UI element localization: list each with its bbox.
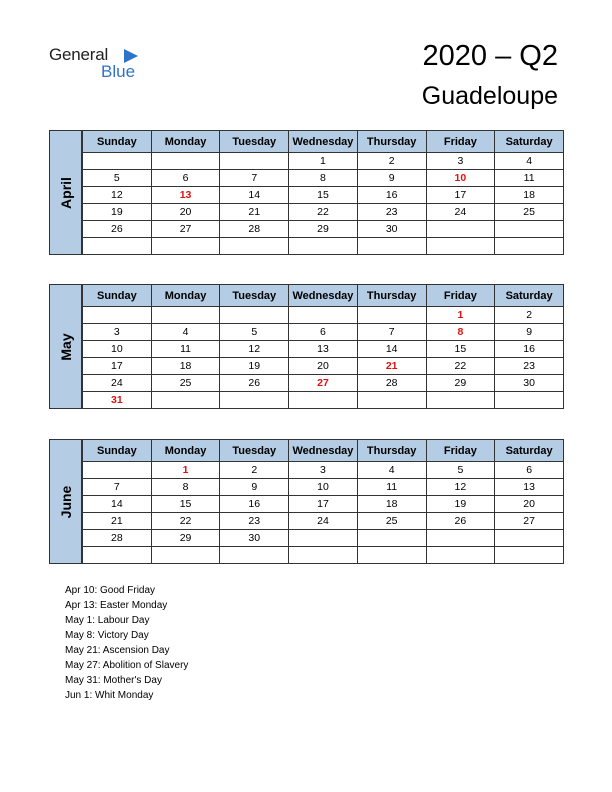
day-cell: 27 (495, 513, 564, 530)
week-row (83, 187, 564, 204)
day-cell: 6 (495, 462, 564, 479)
weekday-header: Monday (151, 440, 220, 462)
day-cell (220, 153, 289, 170)
day-cell: 16 (220, 496, 289, 513)
weekday-header: Tuesday (220, 131, 289, 153)
logo-general-text: General (49, 45, 109, 64)
calendar-table (82, 439, 564, 564)
day-cell: 13 (289, 341, 358, 358)
holiday-notes (65, 583, 188, 703)
week-row (83, 341, 564, 358)
day-cell: 11 (495, 170, 564, 187)
month-name: April (57, 176, 74, 209)
day-cell (357, 547, 426, 564)
day-cell: 17 (289, 496, 358, 513)
weekday-header: Wednesday (289, 285, 358, 307)
page-subtitle: Guadeloupe (421, 82, 558, 110)
day-cell: 3 (83, 324, 152, 341)
month-name: June (57, 485, 74, 518)
day-cell: 20 (289, 358, 358, 375)
day-cell (289, 307, 358, 324)
day-cell: 12 (220, 341, 289, 358)
day-cell: 6 (289, 324, 358, 341)
day-cell: 10 (83, 341, 152, 358)
week-row (83, 358, 564, 375)
weekday-header: Monday (151, 131, 220, 153)
day-cell: 14 (220, 187, 289, 204)
day-cell (495, 530, 564, 547)
day-cell: 5 (426, 462, 495, 479)
day-cell: 17 (83, 358, 152, 375)
day-cell: 12 (426, 479, 495, 496)
day-cell (426, 238, 495, 255)
day-cell (426, 547, 495, 564)
month-label (49, 284, 82, 409)
day-cell: 25 (495, 204, 564, 221)
day-cell: 28 (357, 375, 426, 392)
week-row (83, 238, 564, 255)
day-cell: 12 (83, 187, 152, 204)
day-cell (289, 392, 358, 409)
day-cell (151, 392, 220, 409)
day-cell: 26 (83, 221, 152, 238)
logo (49, 45, 159, 85)
day-cell: 30 (495, 375, 564, 392)
day-cell (357, 307, 426, 324)
day-cell: 13 (151, 187, 220, 204)
weekday-header: Friday (426, 285, 495, 307)
day-cell: 27 (289, 375, 358, 392)
weekday-header: Tuesday (220, 440, 289, 462)
day-cell: 8 (151, 479, 220, 496)
day-cell: 2 (220, 462, 289, 479)
week-row (83, 513, 564, 530)
day-cell: 19 (220, 358, 289, 375)
day-cell: 27 (151, 221, 220, 238)
calendar-table (82, 130, 564, 255)
page-title: 2020 – Q2 (422, 40, 558, 72)
day-cell: 1 (426, 307, 495, 324)
day-cell: 11 (357, 479, 426, 496)
day-cell (83, 153, 152, 170)
day-cell: 17 (426, 187, 495, 204)
day-cell: 8 (426, 324, 495, 341)
day-cell (289, 547, 358, 564)
day-cell: 16 (357, 187, 426, 204)
weekday-header: Friday (426, 440, 495, 462)
day-cell: 29 (426, 375, 495, 392)
weekday-header: Saturday (495, 440, 564, 462)
day-cell: 3 (289, 462, 358, 479)
day-cell: 22 (289, 204, 358, 221)
day-cell: 19 (83, 204, 152, 221)
weekday-header: Sunday (83, 285, 152, 307)
day-cell: 8 (289, 170, 358, 187)
day-cell: 9 (357, 170, 426, 187)
day-cell: 7 (220, 170, 289, 187)
day-cell (151, 238, 220, 255)
day-cell (426, 530, 495, 547)
day-cell: 24 (289, 513, 358, 530)
weekday-header: Tuesday (220, 285, 289, 307)
day-cell: 14 (83, 496, 152, 513)
logo-blue-text: Blue (101, 62, 136, 81)
weekday-header: Saturday (495, 285, 564, 307)
month-april (49, 130, 564, 255)
day-cell: 23 (220, 513, 289, 530)
day-cell (83, 462, 152, 479)
day-cell: 26 (426, 513, 495, 530)
day-cell: 15 (426, 341, 495, 358)
day-cell (83, 307, 152, 324)
day-cell (426, 392, 495, 409)
day-cell: 20 (151, 204, 220, 221)
holiday-note: May 31: Mother's Day (65, 675, 162, 686)
day-cell: 10 (289, 479, 358, 496)
day-cell: 28 (220, 221, 289, 238)
day-cell: 25 (357, 513, 426, 530)
week-row (83, 307, 564, 324)
day-cell (495, 238, 564, 255)
holiday-note: May 1: Labour Day (65, 615, 150, 626)
weekday-header: Friday (426, 131, 495, 153)
month-label (49, 439, 82, 564)
holiday-note: Apr 10: Good Friday (65, 585, 156, 596)
day-cell: 22 (426, 358, 495, 375)
day-cell (220, 238, 289, 255)
weekday-header-row (83, 440, 564, 462)
flag-icon (124, 49, 138, 63)
week-row (83, 204, 564, 221)
day-cell: 30 (220, 530, 289, 547)
day-cell (220, 307, 289, 324)
week-row (83, 221, 564, 238)
day-cell: 7 (357, 324, 426, 341)
day-cell: 16 (495, 341, 564, 358)
day-cell: 4 (151, 324, 220, 341)
day-cell (357, 530, 426, 547)
week-row (83, 462, 564, 479)
day-cell: 4 (357, 462, 426, 479)
week-row (83, 496, 564, 513)
month-may (49, 284, 564, 409)
day-cell: 6 (151, 170, 220, 187)
week-row (83, 324, 564, 341)
day-cell (289, 530, 358, 547)
holiday-note: May 21: Ascension Day (65, 645, 170, 656)
day-cell: 13 (495, 479, 564, 496)
day-cell: 24 (83, 375, 152, 392)
day-cell (495, 392, 564, 409)
day-cell (426, 221, 495, 238)
holiday-note: May 8: Victory Day (65, 630, 149, 641)
week-row (83, 547, 564, 564)
day-cell: 7 (83, 479, 152, 496)
day-cell: 15 (289, 187, 358, 204)
day-cell: 23 (357, 204, 426, 221)
day-cell: 11 (151, 341, 220, 358)
day-cell (495, 547, 564, 564)
day-cell: 19 (426, 496, 495, 513)
day-cell: 18 (151, 358, 220, 375)
holiday-note: Apr 13: Easter Monday (65, 600, 168, 611)
day-cell: 30 (357, 221, 426, 238)
day-cell: 20 (495, 496, 564, 513)
week-row (83, 479, 564, 496)
day-cell (357, 392, 426, 409)
day-cell: 23 (495, 358, 564, 375)
weekday-header-row (83, 131, 564, 153)
day-cell (151, 153, 220, 170)
day-cell: 2 (495, 307, 564, 324)
day-cell (151, 307, 220, 324)
holiday-note: Jun 1: Whit Monday (65, 690, 154, 701)
week-row (83, 170, 564, 187)
day-cell (83, 238, 152, 255)
weekday-header: Monday (151, 285, 220, 307)
month-june (49, 439, 564, 564)
day-cell: 26 (220, 375, 289, 392)
day-cell (357, 238, 426, 255)
day-cell (289, 238, 358, 255)
weekday-header: Wednesday (289, 131, 358, 153)
day-cell (83, 547, 152, 564)
day-cell: 28 (83, 530, 152, 547)
weekday-header: Thursday (357, 131, 426, 153)
day-cell: 1 (289, 153, 358, 170)
day-cell: 18 (495, 187, 564, 204)
week-row (83, 375, 564, 392)
weekday-header: Wednesday (289, 440, 358, 462)
weekday-header: Sunday (83, 131, 152, 153)
day-cell: 9 (495, 324, 564, 341)
calendar-table (82, 284, 564, 409)
day-cell: 5 (220, 324, 289, 341)
month-label (49, 130, 82, 255)
weekday-header: Saturday (495, 131, 564, 153)
day-cell (151, 547, 220, 564)
day-cell: 25 (151, 375, 220, 392)
day-cell: 9 (220, 479, 289, 496)
day-cell (220, 547, 289, 564)
day-cell: 24 (426, 204, 495, 221)
month-name: May (57, 332, 74, 361)
holiday-note: May 27: Abolition of Slavery (65, 660, 189, 671)
day-cell: 29 (151, 530, 220, 547)
day-cell: 3 (426, 153, 495, 170)
day-cell (220, 392, 289, 409)
weekday-header: Thursday (357, 440, 426, 462)
day-cell: 1 (151, 462, 220, 479)
day-cell: 31 (83, 392, 152, 409)
day-cell: 21 (357, 358, 426, 375)
day-cell (495, 221, 564, 238)
weekday-header: Sunday (83, 440, 152, 462)
day-cell: 14 (357, 341, 426, 358)
week-row (83, 530, 564, 547)
day-cell: 10 (426, 170, 495, 187)
day-cell: 5 (83, 170, 152, 187)
day-cell: 18 (357, 496, 426, 513)
day-cell: 21 (83, 513, 152, 530)
day-cell: 2 (357, 153, 426, 170)
weekday-header-row (83, 285, 564, 307)
day-cell: 4 (495, 153, 564, 170)
day-cell: 29 (289, 221, 358, 238)
weekday-header: Thursday (357, 285, 426, 307)
day-cell: 15 (151, 496, 220, 513)
day-cell: 22 (151, 513, 220, 530)
week-row (83, 153, 564, 170)
week-row (83, 392, 564, 409)
day-cell: 21 (220, 204, 289, 221)
